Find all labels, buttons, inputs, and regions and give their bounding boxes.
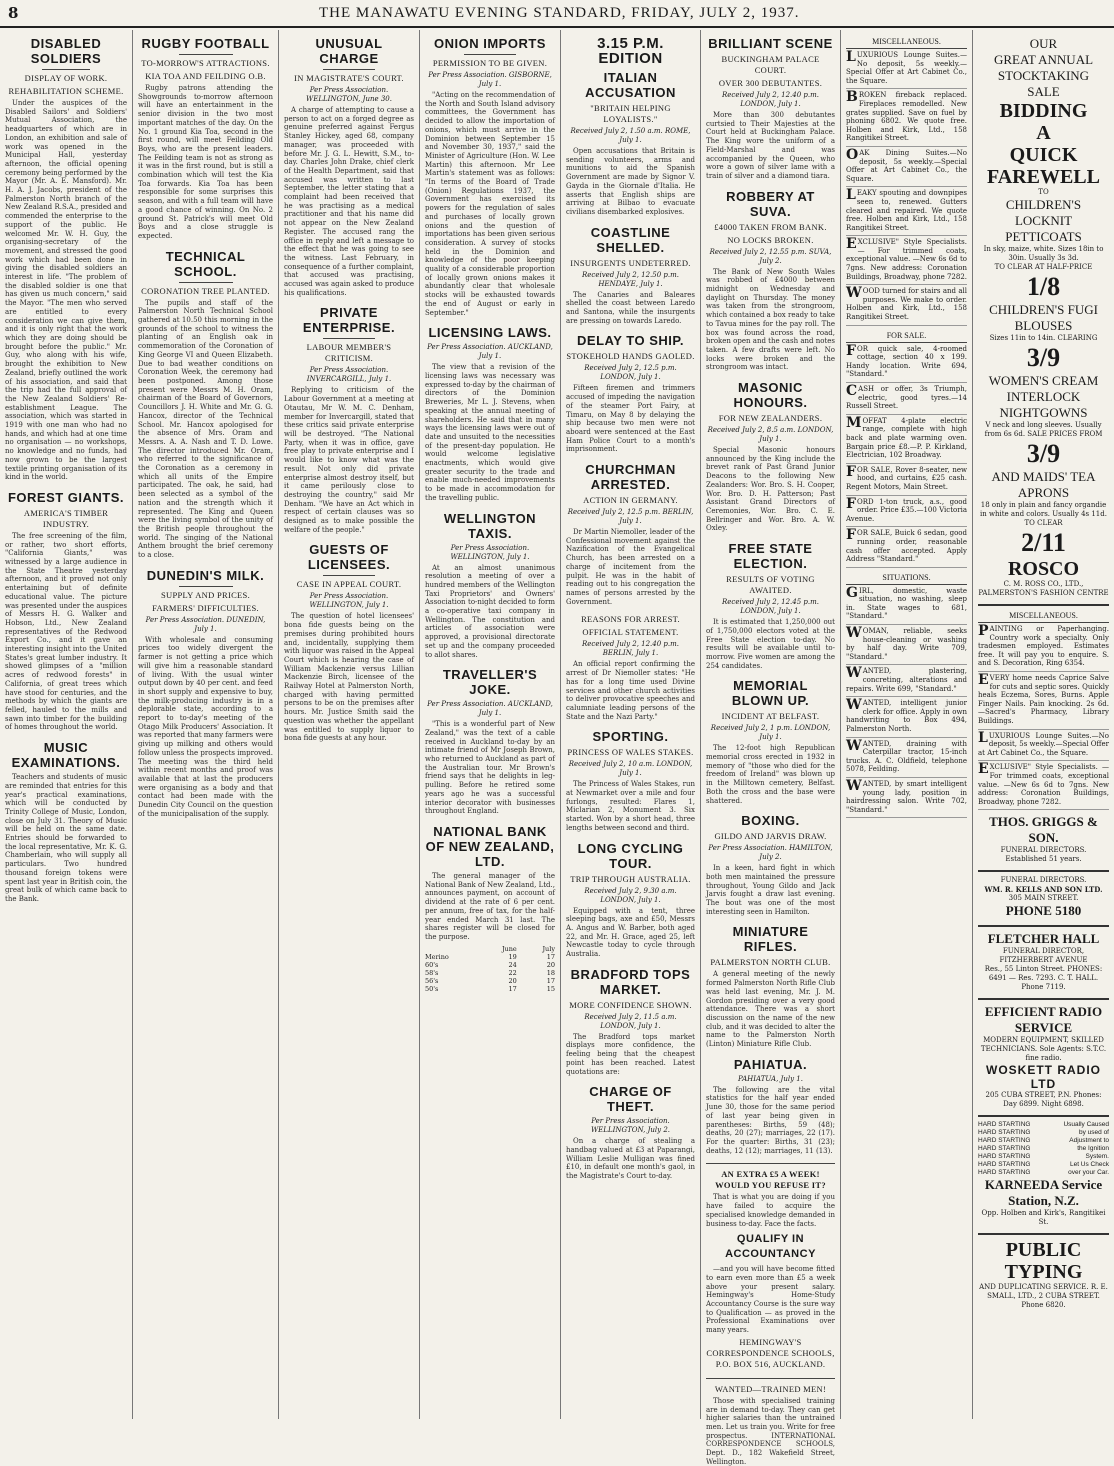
dateline: Received July 2, 12.55 p.m. SUVA, July 2. [709,247,832,265]
subheadline: OFFICIAL STATEMENT. [582,627,679,638]
ad-line: MODERN EQUIPMENT, SKILLED TECHNICIANS. Sole Agents: S.T.C. fine radio. [980,1036,1107,1063]
ad-brand: WOSKETT RADIO LTD [986,1063,1101,1092]
column-5 [560,30,700,1419]
subheadline: NO LOCKS BROKEN. [727,234,814,245]
table-row [425,945,555,953]
dateline: Received July 2, 12.40 p.m. LONDON, July 1. [722,91,819,108]
classified-ad: FOR SALE, Buick 6 sedan, good running order, reasonable cash offer accepted. Apply Address "Standard." [846,527,967,567]
ad-line: A [1036,122,1051,144]
article-body: Rugby patrons attending the Showgrounds to-morrow afternoon will have an entertainment in the senior division in the two most important matches of the day. On the No. 1 ground Kia Toa, second in the first round, will meet Feilding Old Boys, who are the present leaders. The Feilding team is not as strong as it was in the first round, but is still a combination which will test the Kia Toa forwards. Kia Toa has been responsible for some surprises this season, and with a full team will have a good chance of winning. On No. 2 ground St. Patrick's will meet Old Boys and a close struggle is expected. [138,84,273,240]
dateline: Received July 2, 12.50 p.m. HENDAYE, July 1. [582,270,679,288]
hard-starting-row [978,1153,1109,1161]
column-8-ads [972,30,1114,1419]
classified-ad: MOFFAT 4-plate electric range, complete with high back and plate warming oven. Bargain price £8.—P. P. Kirkland, Electrician, 102 Broadway. [846,415,967,464]
hard-starting-row [978,1137,1109,1145]
hard-starting-text: Let Us Check [1069,1161,1109,1169]
article-body: "Acting on the recommendation of the North and South Island advisory committees, the Government has decided to allow the importation of onions, which must arrive in the Dominion between September 15 and November 30, 1937," said the Minister of Agriculture (Hon. W. Lee Martin) this afternoon. Mr Lee Martin's statement was as follows: "In terms of the Board of Trade (Onion) Regulations 1937, the Government has exercised its powers for the regulation of sales and purchases of locally grown onions and the question of importations has been given serious consideration. A survey of stocks held in the Dominion and knowledge of the poor keeping quality of a considerable proportion of locally grown onions makes it abundantly clear that wholesale stocks will be exhausted towards the end of August or early in September." [425,91,555,317]
ad-rosco-stocktaking [978,32,1109,606]
article-robbery-at-suva [706,189,835,372]
ad-line: FAREWELL [987,166,1100,188]
subheadline: AMERICA'S TIMBER INDUSTRY. [23,507,109,529]
headline: DISABLED SOLDIERS [30,36,102,66]
classified-ad: LEAKY spouting and downpipes seen to, renewed. Gutters cleared and repaired. We quote free. Holben and Kirk, Ltd., 158 Rangitikei Street. [846,187,967,236]
headline: COASTLINE SHELLED. [590,224,671,255]
article-body: The pupils and staff of the Palmerston North Technical School gathered at 10.50 this morning in the grounds of the school to witness the planting of an English oak in commemoration of the Coronation of King George VI and Queen Elizabeth. Due to bad weather conditions on Coronation Week, the ceremony had been postponed. Among those present were Messrs M. H. Oram, chairman of the Board of Governors, Councillors J. H. White and Mr. G. G. Hancox, director of the Technical School. Mr. Hancox apologised for the absence of Mrs. Oram and Messrs. A. A. Nash and T. D. Lowe. The director introduced Mr. Oram, who referred to the significance of the Coronation as a ceremony in which all units of the Empire participated. The oak, he said, had been selected as a symbol of the nation and the strength which it represented. The King and Queen were the living symbol of the unity of the British people throughout the world. The singing of the National Anthem brought the brief ceremony to a close. [138,298,273,560]
article-body: The following are the vital statistics for the half year ended June 30, those for the same period of last year being given in parentheses: Births, 59 (48); deaths, 20 (27); marriages, 22 (17). For the quarter: Births, 31 (23); deaths, 12 (12); marriages, 11 (13). [706,1085,835,1155]
ad-line: Established 51 years. [1005,855,1082,864]
dateline: Received July 2, 12.45 p.m. LONDON, July 1. [722,598,819,616]
subheadline: DISPLAY OF WORK. [24,73,108,83]
headline: MINIATURE RIFLES. [732,924,809,955]
dateline: Per Press Association. INVERCARGILL, July 1. [306,366,392,384]
ad-accountancy [706,1163,835,1369]
dateline: Per Press Association. WELLINGTON, July 1. [309,592,389,610]
hard-starting-text: HARD STARTING [978,1153,1031,1161]
table-cell: 17 [546,952,555,961]
ad-line: CHILDREN'S FUGI BLOUSES [989,302,1098,333]
headline: FREE STATE ELECTION. [728,541,813,572]
article-body: "This is a wonderful part of New Zealand," was the text of a cable received in Auckland to-day by an intimate friend of Mr Joseph Brown, who returned to Auckland as part of the Australian tour. Mr Brown's friend says that he delights in leg-pulling. Before he retired some years ago he was a successful interior decorator with businesses throughout England. [425,720,555,816]
headline: RUGBY FOOTBALL [141,36,270,51]
article-technical-school [138,249,273,560]
ad-trained-men [706,1378,835,1466]
article-masonic-honours [706,380,835,533]
subheadline: LABOUR MEMBER'S CRITICISM. [306,342,392,364]
ad-line: CHILDREN'S LOCKNIT PETTICOATS [1005,197,1082,244]
ad-line: PALMERSTON'S FASHION CENTRE [978,589,1109,597]
dateline: Per Press Association. DUNEDIN, July 1. [145,615,266,633]
article-body: A general meeting of the newly formed Palmerston North Rifle Club was held last evening, Mr. J. M. Gordon presiding over a very good attendance. There was a short discussion on the name of the new club, and it was decided to alter the name to the Palmerston North (Linton) Miniature Rifle Club. [706,970,835,1049]
headline: BRILLIANT SCENE [708,36,833,51]
article-unusual-charge [284,36,414,297]
ad-line: FUNERAL DIRECTORS. [1000,876,1087,885]
article-body: Fifteen firemen and trimmers accused of impeding the navigation of the steamer Port Fairy, at Timaru, on May 8 by delaying the ship because two men were not aboard were sentenced at the East Ham Police Court to a month's imprisonment. [566,384,695,454]
article-sporting [566,729,695,832]
classified-ad: BROKEN fireback replaced. Fireplaces remodelled. New grates supplied. Save on fuel by phoning 6802. We quote free. Holben and Kirk, Ltd., 158 Rangitikei Street. [846,89,967,147]
article-wellington-taxis [425,511,555,660]
ad-title: FLETCHER HALL [987,931,1100,947]
ad-line: 205 CUBA STREET, P.N. Phones: Day 6899. Night 6898. [985,1091,1102,1109]
classified-list [846,585,967,819]
section-heading: SITUATIONS. [846,570,967,585]
ad-hard-starting [978,1117,1109,1235]
ad-line: 305 MAIN STREET. [1008,894,1079,903]
hard-starting-rows [978,1121,1109,1177]
headline: GUESTS OF LICENSEES. [307,542,391,573]
ad-line: TO CLEAR AT HALF-PRICE [994,263,1093,271]
article-body: At an almost unanimous resolution a meeting of over a hundred members of the Wellington Taxi Proprietors' and Owners' Association to-night decided to form a co-operative taxi company in Wellington. The constitution and articles of association were approved, a provisional directorate set up and the company proceeded to allot shares. [425,563,555,659]
article-body: The Bradford tops market displays more confidence, the feeling being that the cheapest point has been reached. Latest quotations are: [566,1032,695,1076]
classified-ad: PAINTING or Paperhanging. Country work a specialty. Only tradesmen employed. Estimates free. It will pay you to enquire. S. and S. Decoration, Ring 6354. [978,623,1109,672]
headline: UNUSUAL CHARGE [315,36,383,66]
ad-line: V neck and long sleeves. Usually from 6s 6d. SALE PRICES FROM [984,421,1103,438]
headline: CHARGE OF THEFT. [589,1084,672,1115]
page-columns [0,30,1114,1466]
ad-public-typing [978,1235,1109,1316]
article-body: Special Masonic honours announced by the King include the brevet rank of Past Grand Junior Deacons to the following New Zealanders: Wor. Bro. S. H. Cooper, Wor. Bro. D. H. Patterson; Past Assistant Grand Directors of Ceremonies, Wor. Bro. C. E. Bellringer and Wor. Bro. A. W. Oxley. [706,446,835,533]
table-cell: 22 [508,968,517,977]
ad-body: Those with specialised training are in demand to-day. They can get higher salaries than the untrained men. Let us train you. Write for free prospectus. INTERNATIONAL CORRESPONDENCE SCHOOLS, Dept. D., 182 Wakefield Street, Wellington. [706,1396,835,1466]
ad-price: 3/9 [1026,343,1061,372]
hard-starting-row [978,1169,1109,1177]
column-4 [419,30,560,1419]
column-6 [700,30,840,1466]
article-body: The general manager of the National Bank of New Zealand, Ltd., announces payment, on account of dividend at the rate of 6 per cent. per annum, free of tax, for the half-year ended March 31 last. The shares register will be closed for the purpose. [425,872,555,941]
table-cell: 60's [425,960,439,969]
hard-starting-text: HARD STARTING [978,1137,1031,1145]
table-cell: 20 [508,976,517,985]
article-body: With wholesale and consuming prices too widely divergent the farmer is not getting a price which will give him a reasonable standard of living. With the usual winter output down by 40 per cent. and feed in short supply and expensive to buy, the milk-producing industry is in a deplorable state, according to a report to to-day's meeting of the Otago Milk Producers' Association. It was reported that many farmers were giving up milking and others would follow unless the prospects improved. The meeting was the third held within recent months and proof was available that at last the producers were organising as a body and that contact had been made with the Dunedin City Council on the question of the municipalisation of the supply. [138,635,273,818]
article-body: The Canaries and Baleares shelled the coast between Laredo and Santona, while the insurgents are pressing on towards Laredo. [566,290,695,325]
ad-line: QUICK [1009,144,1078,166]
ad-price: 1/8 [1026,272,1061,301]
subheadline: INSURGENTS UNDETERRED. [570,257,691,268]
classified-ad: EXCLUSIVE" Style Specialists. — For trimmed coats, exceptional value. —New 6s 6d to 7gns. New address: Coronation Buildings, Broadway, phone 7282. [846,236,967,285]
classified-ad: LUXURIOUS Lounge Suites.—No deposit, 5s weekly.—Special Offer at Art Cabinet Co., the Square. [846,49,967,89]
hard-starting-row [978,1145,1109,1153]
price-table [425,945,555,993]
hard-starting-text: over your Car. [1068,1169,1109,1177]
article-onion-imports [425,36,555,317]
article-body: It is estimated that 1,250,000 out of 1,750,000 electors voted at the Free State election to-day. No results will be available until to-morrow. Five women are among the 254 candidates. [706,618,835,670]
article-music-examinations [5,740,127,904]
ad-line: Sizes 11in to 14in. CLEARING [989,334,1098,342]
headline: TECHNICAL SCHOOL. [165,248,246,279]
dateline: Received July 2, 11.5 a.m. LONDON, July 1. [584,1012,677,1030]
headline: LONG CYCLING TOUR. [577,840,684,871]
dateline: Received July 2, 12.5 p.m. LONDON, July 1. [584,364,677,382]
table-cell: 17 [508,984,517,993]
article-free-state-election [706,541,835,670]
table-cell: 18 [546,968,555,977]
ad-line: OUR [1029,36,1058,51]
dateline: Received July 2, 1.50 a.m. ROME, July 1. [570,127,691,144]
hard-starting-text: System. [1085,1153,1109,1161]
article-pahiatua [706,1057,835,1156]
ad-body: That is what you are doing if you have failed to acquire the specialised knowledge demanded in business to-day. Face the facts. [706,1193,835,1228]
article-body: Teachers and students of music are reminded that entries for this year's practical examinations, which will be conducted by Trinity College of Music, London, close on July 31. Theory of Music will be held on the same date. Entries should be forwarded to the local representative, Mr. K. G. Chamberlain, who will supply all particulars. Two hundred thousand foreign tokens were spent last year in British coin, the great bulk of which came back to the Bank. [5,773,127,903]
table-cell: 58's [425,968,439,977]
dateline: Received July 2, 1 p.m. LONDON, July 1. [710,724,831,742]
table-cell [425,945,479,953]
article-rugby-football [138,36,273,241]
section-heading: MISCELLANEOUS. [846,34,967,49]
table-row [425,961,555,969]
subheadline: ACTION IN GERMANY. [583,495,678,506]
classified-ad: EXCLUSIVE" Style Specialists. — For trimmed coats, exceptional value. —New 6s 6d to 7gns. New address: Coronation Buildings, Broadway, phone 7282. [978,761,1109,810]
hard-starting-text: HARD STARTING [978,1145,1031,1153]
subheadline: REHABILITATION SCHEME. [8,86,124,96]
classified-ad: WANTED, by smart intelligent young lady, position in hairdressing salon. Write 702, "Standard." [846,778,967,818]
subheadline: CORONATION TREE PLANTED. [141,285,270,296]
classified-list [846,343,967,568]
article-national-bank [425,824,555,993]
subheadline: OVER 300 DEBUTANTES. [718,78,823,88]
hard-starting-text: by used of [1079,1129,1109,1137]
ad-title: WM. R. KELLS AND SON LTD. [984,885,1103,895]
hard-starting-text: HARD STARTING [978,1129,1031,1137]
article-body: The view that a revision of the licensing laws was necessary was expressed to-day by the chairman of directors of the Dominion Breweries, Mr L. J. Stevens, when speaking at the annual meeting of shareholders. He said that in many ways the licensing laws were out of date and unsuited to the necessities of the present-day population. He would welcome legislative enactments, which would give greater security to the trade and enable much-needed improvements to be made in accommodation for the travelling public. [425,363,555,502]
dateline: Received July 2, 8.5 a.m. LONDON, July 1. [707,426,834,444]
subheadline: SUPPLY AND PRICES. [160,589,251,600]
table-row [425,953,555,961]
table-cell: 15 [546,984,555,993]
subheadline: PERMISSION TO BE GIVEN. [432,58,548,68]
classified-ad: EVERY home needs Caprice Salve for cuts and septic sores. Quickly heals Eczema, Sores, Burns. Apple Finger Nails. Pain knocking. 2s 6d.—Sacred's Pharmacy, Library Buildings. [978,672,1109,730]
article-private-enterprise [284,305,414,534]
ad-line: Res., 55 Linton Street. PHONES: 6491 — Res. 7293. C. T. HALL. Phone 7119. [984,965,1103,992]
article-body: Under the auspices of the Disabled Sailors' and Soldiers' Mutual Association, the headquarters of which are in London, an exhibition and sale of work was opened in the Municipal Hall, yesterday afternoon, the official opening ceremony being performed by the Mayor (Mr. A. E. Mansford). Mr. H. A. J. Jacobs, president of the Palmerston North branch of the New Zealand R.S.A., presided and commended the enterprise to the support of the public. He welcomed Mr. W. H. Guy, the organising-secretary of the movement, and stressed the good work which had been done in giving the disabled soldiers an interest in life. "The problem of the disabled soldier is one that has given us much concern," said the Mayor. "The men who served are entitled to every consideration we can give them, and it is only right that the work which they are doing should be brought before the public." Mr. Guy, who along with his wife, brought the exhibition to New Zealand, briefly outlined the work of his association, and said that the trip had the full approval of the New Zealand Soldiers' Re-establishment League. The association, which was started in 1919 with one man who had no hands, and which had at one time no organisation — no workshops, no knowledge and no funds, had now grown to be the largest textile printing organisation of its kind in the world. [5,99,127,482]
article-body: The Bank of New South Wales was robbed of £4000 between midnight on Wednesday and daylight on Thursday. The money was taken from the strongroom, which contained a box ready to take to Tavua mines for the pay roll. The box was found across the road, broken open and the cash and notes taken. A few drafts were left. No locks were broken and the strongroom was intact. [706,267,835,372]
headline: BOXING. [741,813,800,829]
article-disabled-soldiers [5,36,127,482]
article-boxing [706,813,835,916]
classified-ad: WANTED, plastering, concreting, alterations and repairs. Write 699, "Standard." [846,665,967,697]
ad-headline: QUALIFY IN ACCOUNTANCY [725,1233,816,1261]
ad-line: BIDDING [999,100,1088,122]
ad-price: 3/9 [1026,439,1061,468]
ad-headline: WANTED—TRAINED MEN! [714,1383,827,1394]
ad-title: EFFICIENT RADIO SERVICE [984,1004,1103,1036]
article-guests-of-licensees [284,542,414,743]
article-body: Equipped with a tent, three sleeping bags, axe and £50, Messrs A. Angus and W. Barber, both aged 22, and Mr. H. Grace, aged 25, left Newcastle today to cycle through Australia. [566,906,695,959]
dateline: Per Press Association. HAMILTON, July 2. [708,844,833,862]
hard-starting-row [978,1121,1109,1129]
column-1 [0,30,132,1419]
dateline: Received July 2, 10 a.m. LONDON, July 1. [568,760,693,778]
article-delay-to-ship [566,333,695,454]
hard-starting-text: HARD STARTING [978,1169,1031,1177]
table-cell: June [501,944,517,953]
headline: SPORTING. [592,729,669,745]
ad-fletcher-hall [978,927,1109,1000]
article-charge-of-theft [566,1084,695,1181]
classified-ad: WOMAN, reliable, seeks house-cleaning or washing by half day. Write 709, "Standard." [846,625,967,665]
article-long-cycling-tour [566,841,695,959]
classified-ad: FORD 1-ton truck, a.s., good order. Price £35.—100 Victoria Avenue. [846,496,967,528]
article-churchman-arrested [566,462,695,606]
ad-body: —and you will have become fitted to earn even more than £5 a week above your present salary. Hemingway's Home-Study Accountancy Course is the sure way to Qualification — as proved in the Professional Examinations over many years. [706,1265,835,1335]
subheadline: FARMERS' DIFFICULTIES. [152,602,259,613]
dateline: Per Press Association. AUCKLAND, July 1. [427,343,553,361]
ad-line: AND MAIDS' TEA APRONS [991,469,1096,500]
masthead [0,0,1114,28]
ad-line: 18 only in plain and fancy organdie in white and colors. Usually 4s 11d. TO CLEAR [980,501,1107,527]
ad-title: PUBLIC TYPING [1004,1239,1083,1284]
subheadline: £4000 TAKEN FROM BANK. [714,221,827,232]
ad-headline: AN EXTRA £5 A WEEK! WOULD YOU REFUSE IT? [715,1169,826,1191]
table-cell: 20 [546,960,555,969]
ad-line: In sky, maize, white. Sizes 18in to 30in. Usually 3s 3d. [983,245,1104,262]
article-body: More than 300 debutantes curtsied to Their Majesties at the Court held at Buckingham Palace. The King wore the uniform of a Field-Marshal and was accompanied by the Queen, who wore a gown of silver lame with a train of silver and a diamond tiara. [706,111,835,180]
subheadline: "BRITAIN HELPING LOYALISTS." [590,103,671,124]
article-body: Replying to criticism of the Labour Government at a meeting at Otautau, Mr W. M. C. Denham, member for Invercargill, stated that these critics said private enterprise will be destroyed. "The National Party, when it was in office, gave free play to private enterprise and I would like to know what was the result. Not only did private enterprise almost destroy itself, but it came perilously close to destroying the country," said Mr Denham. "We have an Act which in respect of certain clauses was so designed as to make possible the welfare of the people." [284,386,414,534]
dateline: Received July 2, 12.5 p.m. BERLIN, July 1. [567,508,694,526]
headline: BRADFORD TOPS MARKET. [570,966,691,997]
ad-kells [978,872,1109,927]
table-cell: Merino [425,952,449,961]
subheadline: MORE CONFIDENCE SHOWN. [569,999,692,1010]
article-body: The 12-foot high Republican memorial cross erected in 1932 in memory of "those who died for the freedom of Ireland" was blown up in the Milltown cemetery, Belfast. Both the cross and the base were shattered. [706,744,835,805]
ad-line: SALE [1027,84,1060,99]
classified-ad: LUXURIOUS Lounge Suites.—No deposit, 5s weekly.—Special Offer at Art Cabinet Co., the Square. [978,730,1109,762]
article-bradford-tops [566,967,695,1077]
ad-title: THOS. GRIGGS & SON. [989,814,1098,846]
section-heading: MISCELLANEOUS. [978,608,1109,623]
column-2 [132,30,278,1419]
subheadline: GILDO AND JARVIS DRAW. [714,831,827,842]
classified-ad: FOR SALE, Rover 8-seater, new hood, and curtains, £25 cash. Regent Motors, Main Street. [846,464,967,496]
subheadline: TO-MORROW'S ATTRACTIONS. [141,58,270,68]
headline: PRIVATE ENTERPRISE. [302,305,396,336]
hard-starting-text: HARD STARTING [978,1121,1031,1129]
ad-line: FUNERAL DIRECTORS. [1000,846,1087,855]
ad-line: WOMEN'S CREAM INTERLOCK NIGHTGOWNS [988,373,1099,420]
ad-brand: ROSCO [1007,558,1080,580]
headline: ROBBERY AT SUVA. [726,188,815,219]
article-memorial-blown-up [706,678,835,805]
ad-line: AND DUPLICATING SERVICE. R. E. SMALL, LTD., 2 CUBA STREET. Phone 6820. [979,1283,1108,1310]
hard-starting-row [978,1161,1109,1169]
ad-line: GREAT ANNUAL [993,52,1094,67]
subheadline: KIA TOA AND FEILDING O.B. [145,71,266,81]
hard-starting-text: the Ignition [1077,1145,1109,1153]
article-dunedins-milk [138,568,273,819]
headline: ONION IMPORTS [434,36,546,51]
hard-starting-text: HARD STARTING [978,1161,1031,1169]
ad-phone: PHONE 5180 [1005,903,1082,919]
headline: DELAY TO SHIP. [577,333,684,349]
classified-ad: WOOD turned for stairs and all purposes. We make to order. Holben and Kirk, Ltd., 158 Rangitikei Street. [846,285,967,325]
newspaper-title: THE MANAWATU EVENING STANDARD, FRIDAY, JULY 2, 1937. [318,4,800,21]
hard-starting-row [978,1129,1109,1137]
classified-ad: WANTED, intelligent junior clerk for office. Apply in own handwriting to Box 494, Palmerston North. [846,697,967,737]
subheadline: RESULTS OF VOTING AWAITED. [726,574,815,596]
table-cell: 50's [425,984,439,993]
headline: MUSIC EXAMINATIONS. [11,740,121,771]
column-3 [278,30,419,1419]
article-licensing-laws [425,325,555,502]
article-reasons-for-arrest [566,614,695,721]
ad-line: Opp. Holben and Kirk's, Rangitikei St. [981,1209,1106,1227]
subheadline: PRINCESS OF WALES STAKES. [567,747,694,758]
article-forest-giants [5,490,127,732]
table-cell: 19 [508,952,517,961]
subheadline: INCIDENT AT BELFAST. [721,711,820,722]
section-heading: FOR SALE. [846,328,967,343]
classified-ad: GIRL, domestic, waste situation, no washing, sleep in. State wages to 681, "Standard." [846,585,967,625]
article-body: Dr Martin Niemoller, leader of the Confessional movement against the Nazification of the Evangelical Church, has been arrested on a charge of incitement from the pulpit. He was in the habit of reading out to his congregation the names of persons arrested by the Government. [566,528,695,606]
subheadline: BUCKINGHAM PALACE COURT. [721,54,820,75]
article-body: An official report confirming the arrest of Dr Niemoller states: "He has for a long time used Divine services and other church activities to deliver provocative speeches and calumniate leading persons of the State and the Nazi Party." [566,660,695,721]
page-number: 8 [8,4,19,22]
subheadline: IN MAGISTRATE'S COURT. [294,73,404,83]
article-body: On a charge of stealing a handbag valued at £3 at Paparangi, William Leslie Mulligan was fined £10, in default one month's gaol, in the Magistrate's Court to-day. [566,1137,695,1181]
table-row [425,977,555,985]
article-coastline-shelled [566,225,695,326]
headline: TRAVELLER'S JOKE. [442,667,538,698]
headline: PAHIATUA. [733,1056,808,1072]
article-body: The question of hotel licensees' bona fide guests being on the premises during prohibited hours and, incidentally, supplying them with liquor was raised in the Appeal Court which is hearing the case of William Mackenzie versus Lillian Mackenzie Birch, licensee of the Railway Hotel at Palmerston North, charged with having permitted persons to be on the premises after hours. Mr. Justice Smith said the question was whether the appellant was entitled to supply liquor to bona fide guests at any hour. [284,612,414,743]
dateline: Per Press Association. AUCKLAND, July 1. [427,700,553,718]
article-body: In a keen, hard fight in which both men maintained the pressure throughout, Young Gildo and Jack Jarvis fought a draw last evening. The bout was one of the most interesting seen in Hamilton. [706,864,835,916]
table-cell: 56's [425,976,439,985]
subheadline: CASE IN APPEAL COURT. [296,579,402,590]
classified-ad: FOR quick sale, 4-roomed cottage, section 40 x 199. Handy location. Write 694, "Standard." [846,343,967,383]
dateline: Received July 2, 12.40 p.m. BERLIN, July 1. [582,640,679,658]
classified-list [978,623,1109,810]
subheadline: STOKEHOLD HANDS GAOLED. [566,351,695,362]
article-italian-accusation [566,70,695,217]
ad-line: TO [1038,188,1049,196]
table-row [425,985,555,993]
hard-starting-text: Usually Caused [1063,1121,1109,1129]
headline: FOREST GIANTS. [7,489,125,505]
subheadline: FOR NEW ZEALANDERS. [718,413,823,424]
headline: CHURCHMAN ARRESTED. [585,462,676,493]
table-cell: July [542,944,555,953]
headline: LICENSING LAWS. [428,325,552,341]
dateline: Per Press Association. WELLINGTON, June 30. [306,86,392,103]
hard-starting-text: Adjustment to [1069,1137,1109,1145]
headline: NATIONAL BANK OF NEW ZEALAND, LTD. [425,824,555,869]
table-row [425,969,555,977]
headline: MASONIC HONOURS. [733,380,808,411]
ad-woskett-radio [978,1000,1109,1117]
article-body: Open accusations that Britain is sending volunteers, arms and munitions to aid the Spanish Government are made by Signor V. Gayda in the Giornale d'Italia. He asserts that English ships are arriving at Bilbao to evacuate civilians disembarked explosives. [566,147,695,216]
classified-ad: OAK Dining Suites.—No deposit, 5s weekly.—Special Offer at Art Cabinet Co., the Square. [846,147,967,187]
article-body: The Princess of Wales Stakes, run at Newmarket over a mile and four furlongs, resulted: Flares 1, Miclarian 2, Monument 3. Six started. Won by a short head, three lengths between second and third. [566,780,695,832]
ad-price: 2/11 [1021,528,1066,557]
article-miniature-rifles [706,924,835,1048]
ad-griggs [978,810,1109,872]
headline: DUNEDIN'S MILK. [146,567,265,583]
ad-line: STOCKTAKING [997,68,1090,83]
subheadline: PALMERSTON NORTH CLUB. [710,957,831,968]
edition-banner: 3.15 P.M. EDITION [597,35,664,67]
ad-footer: HEMINGWAY'S CORRESPONDENCE SCHOOLS, P.O. BOX 516, AUCKLAND. [706,1336,835,1369]
classified-ad: WANTED, draining with Caterpillar tractor, 15-inch trucks. A. C. Oldfield, telephone 5078, Feilding. [846,738,967,778]
headline: WELLINGTON TAXIS. [443,510,537,541]
headline: MEMORIAL BLOWN UP. [731,678,810,709]
dateline: Per Press Association. GISBORNE, July 1. [428,71,552,88]
ad-line: FUNERAL DIRECTOR, FITZHERBERT AVENUE [999,947,1088,965]
ad-line: C. M. ROSS CO., LTD., [1003,580,1084,588]
classified-ad: CASH or offer, 3s Triumph, electric, good tyres.—14 Russell Street. [846,383,967,415]
table-cell: 17 [546,976,555,985]
column-7-classifieds [840,30,972,1419]
subheadline: REASONS FOR ARREST. [581,614,680,625]
dateline: Received July 2, 9.30 a.m. LONDON, July 1. [584,886,677,904]
dateline: Per Press Association. WELLINGTON, July 2. [590,1117,671,1135]
dateline: Per Press Association. WELLINGTON, July 1. [450,543,530,561]
table-cell: 24 [508,960,517,969]
article-body: A charge of attempting to cause a person to act on a forged degree as genuine preferred against Fergus Stanley Hickey, aged 68, company manager, was proceeded with before Mr. J. G. L. Hewitt, S.M., to-day. Charles John Drake, chief clerk of the Health Department, said that accused was written to last September, the letter stating that a complaint had been received that he was practising as a medical practitioner and that his name did not appear on the New Zealand Register. The accused rang the office in reply and left a message to the effect that he was going to see the witness. Last February, in consequence of a further complaint, that accused was practising, accused was again asked to produce his qualifications. [284,106,414,297]
article-body: The free screening of the film, or rather, two short efforts, "California Giants," was witnessed by a large audience in the State Theatre yesterday afternoon, and it proved not only entertaining but of definite educational value. The picture was presented under the auspices of Messrs H. G. Walker and Hobson, Ltd., New Zealand representatives of the Redwood Export Co., and it gave an interesting insight into the United States's great lumber industry. It showed glimpses of a "million acres of redwood forests" in California, of great trees which have stood for centuries, and the methods by which the giants are felled, hauled to the mills and sawn into timber for the building of homes throughout the world. [5,531,127,732]
ad-brand: KARNEEDA Service Station, N.Z. [984,1177,1103,1209]
article-brilliant-scene [706,36,835,181]
subheadline: TRIP THROUGH AUSTRALIA. [570,873,691,884]
headline: ITALIAN ACCUSATION [585,70,676,100]
classified-list [846,49,967,326]
dateline: PAHIATUA, July 1. [738,1074,803,1083]
article-travellers-joke [425,667,555,816]
